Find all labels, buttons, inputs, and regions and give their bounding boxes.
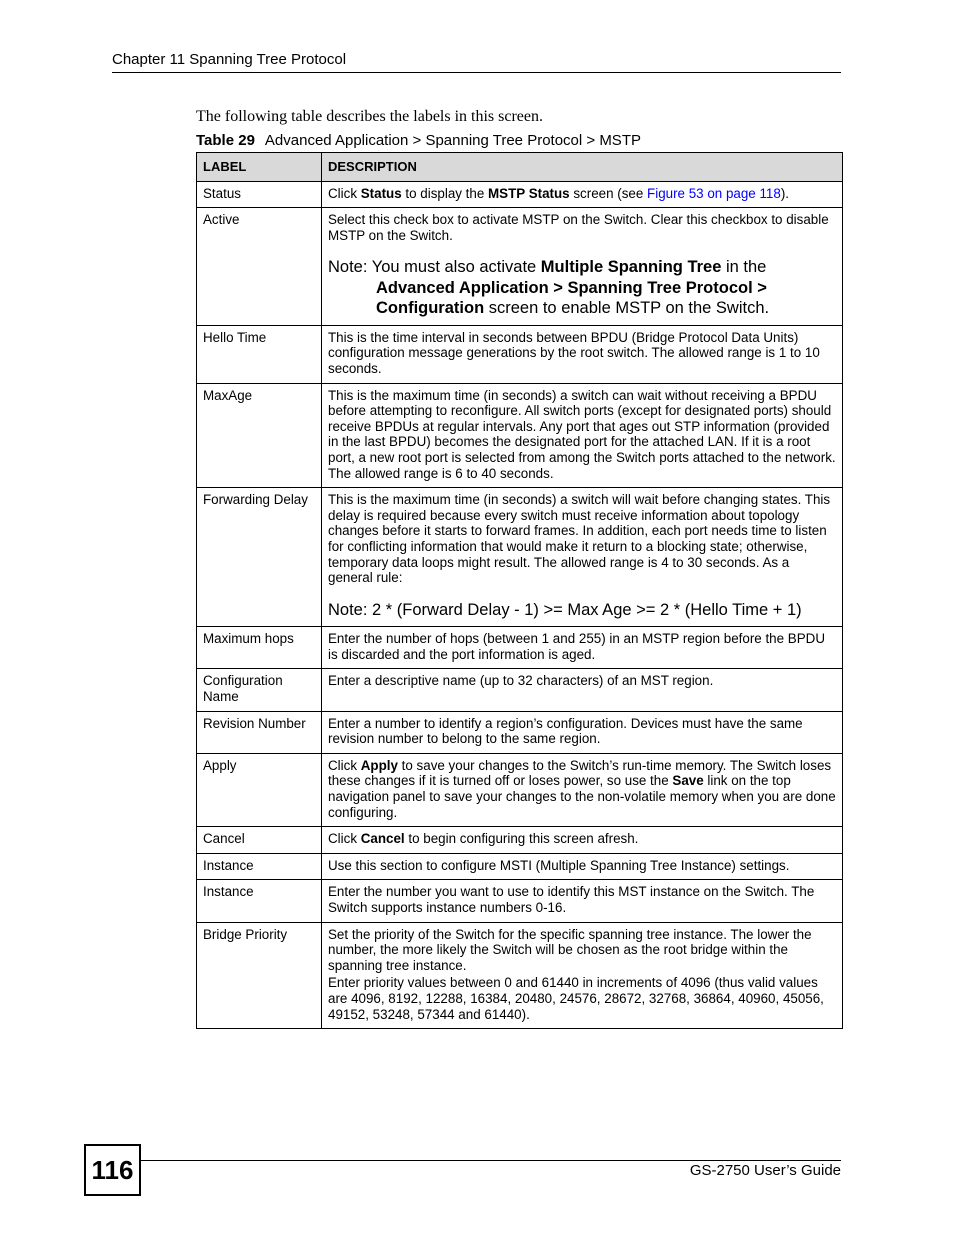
row-description — [322, 922, 843, 1029]
table-number: Table 29 — [196, 132, 255, 149]
row-label: Instance — [197, 853, 322, 880]
intro-text: The following table describes the labels in this screen. — [196, 108, 544, 125]
table-row — [197, 181, 843, 208]
desc-text: ). — [780, 185, 789, 201]
footer-divider — [139, 1160, 841, 1161]
row-label: Maximum hops — [197, 627, 322, 669]
row-label: Status — [197, 181, 322, 208]
row-label: MaxAge — [197, 383, 322, 488]
row-label: Revision Number — [197, 711, 322, 753]
desc-text: Click — [328, 831, 361, 847]
row-description: This is the time interval in seconds between BPDU (Bridge Protocol Data Units) configuration message generations by the root switch. The allowed range is 1 to 10 seconds. — [322, 325, 843, 383]
desc-bold: MSTP Status — [488, 185, 570, 201]
row-description: This is the maximum time (in seconds) a switch can wait without receiving a BPDU before attempting to reconfigure. All switch ports (except for designated ports) should receive BPDUs at regular intervals. Any port that ages out STP information (provided in the last BPDU) becomes the designated port for the attached LAN. If it is a root port, a new root port is selected from among the Switch ports attached to the network. The allowed range is 6 to 40 seconds. — [322, 383, 843, 488]
row-label: Configuration Name — [197, 669, 322, 711]
note-part: in the — [721, 258, 767, 277]
row-label: Bridge Priority — [197, 922, 322, 1029]
note-part: Note: You must also activate — [328, 258, 541, 277]
desc-text: Set the priority of the Switch for the specific spanning tree instance. The lower the number, the more likely the Switch will be chosen as the root bridge within the spanning tree instance. — [328, 926, 812, 973]
desc-text: to save your changes to the Switch’s run-time memory. The Switch loses these changes if it is turned off or loses power, so use the — [328, 757, 832, 789]
desc-text: This is the maximum time (in seconds) a switch will wait before changing states. This delay is required because every switch must receive information about topology changes before it starts to forward frames. In addition, each port needs time to listen for conflicting information that would make it return to a blocking state; otherwise, temporary data loops might result. The allowed range is 4 to 30 seconds. As a general rule: — [328, 492, 831, 586]
row-label: Active — [197, 208, 322, 326]
desc-bold: Apply — [360, 757, 398, 773]
table-caption — [196, 132, 641, 149]
row-description: Enter the number you want to use to identify this MST instance on the Switch. The Switch supports instance numbers 0-16. — [322, 880, 843, 922]
desc-text: Select this check box to activate MSTP on the Switch. Clear this checkbox to disable MSTP on the Switch. — [328, 212, 829, 243]
table-row — [197, 325, 843, 383]
desc-bold: Save — [672, 773, 704, 789]
row-label: Instance — [197, 880, 322, 922]
row-description: Enter a descriptive name (up to 32 characters) of an MST region. — [322, 669, 843, 711]
table-header-row — [197, 153, 843, 182]
table-title: Advanced Application > Spanning Tree Protocol > MSTP — [264, 132, 641, 149]
desc-text: to display the — [401, 185, 489, 201]
row-label: Forwarding Delay — [197, 488, 322, 627]
row-description — [322, 208, 843, 326]
table-row — [197, 488, 843, 627]
row-description: Enter a number to identify a region’s configuration. Devices must have the same revision number to belong to the same region. — [322, 711, 843, 753]
desc-bold: Status — [360, 185, 402, 201]
row-description — [322, 753, 843, 826]
note-part: screen to enable MSTP on the Switch. — [484, 299, 770, 318]
desc-text: Click — [328, 757, 361, 773]
row-description — [322, 181, 843, 208]
note-text: Note: 2 * (Forward Delay - 1) >= Max Age >= 2 * (Hello Time + 1) — [328, 600, 802, 619]
desc-text: to begin configuring this screen afresh. — [404, 831, 639, 847]
table-row — [197, 669, 843, 711]
note-bold: Multiple Spanning Tree — [540, 258, 722, 277]
table-row — [197, 383, 843, 488]
column-header-label: LABEL — [197, 153, 322, 182]
table-row — [197, 922, 843, 1029]
desc-text: screen (see — [569, 185, 648, 201]
desc-text: Click — [328, 185, 361, 201]
row-label: Cancel — [197, 827, 322, 854]
table-row — [197, 208, 843, 326]
row-description — [322, 827, 843, 854]
note-text — [328, 257, 836, 319]
row-description — [322, 488, 843, 627]
table-row — [197, 627, 843, 669]
mstp-label-table — [196, 152, 843, 1029]
column-header-description: DESCRIPTION — [322, 153, 843, 182]
chapter-header: Chapter 11 Spanning Tree Protocol — [112, 51, 841, 73]
desc-text: link on the top navigation panel to save your changes to the non-volatile memory when you are done configuring. — [328, 773, 836, 820]
table-row — [197, 880, 843, 922]
guide-title: GS-2750 User’s Guide — [689, 1162, 841, 1179]
desc-bold: Cancel — [360, 831, 405, 847]
row-description: Use this section to configure MSTI (Multiple Spanning Tree Instance) settings. — [322, 853, 843, 880]
table-row — [197, 753, 843, 826]
figure-link[interactable]: Figure 53 on page 118 — [647, 185, 781, 201]
page-number: 116 — [84, 1144, 141, 1196]
desc-text: Enter priority values between 0 and 61440 in increments of 4096 (thus valid values are 4096, 8192, 12288, 16384, 20480, 24576, 28672, 32768, 36864, 40960, 45056, 49152, 53248, 57344 and 61440). — [328, 975, 824, 1022]
table-row — [197, 827, 843, 854]
row-description: Enter the number of hops (between 1 and 255) in an MSTP region before the BPDU is discarded and the port information is aged. — [322, 627, 843, 669]
table-row — [197, 853, 843, 880]
table-row — [197, 711, 843, 753]
row-label: Apply — [197, 753, 322, 826]
row-label: Hello Time — [197, 325, 322, 383]
note-bold: Advanced Application > Spanning Tree Protocol > Configuration — [376, 278, 767, 318]
